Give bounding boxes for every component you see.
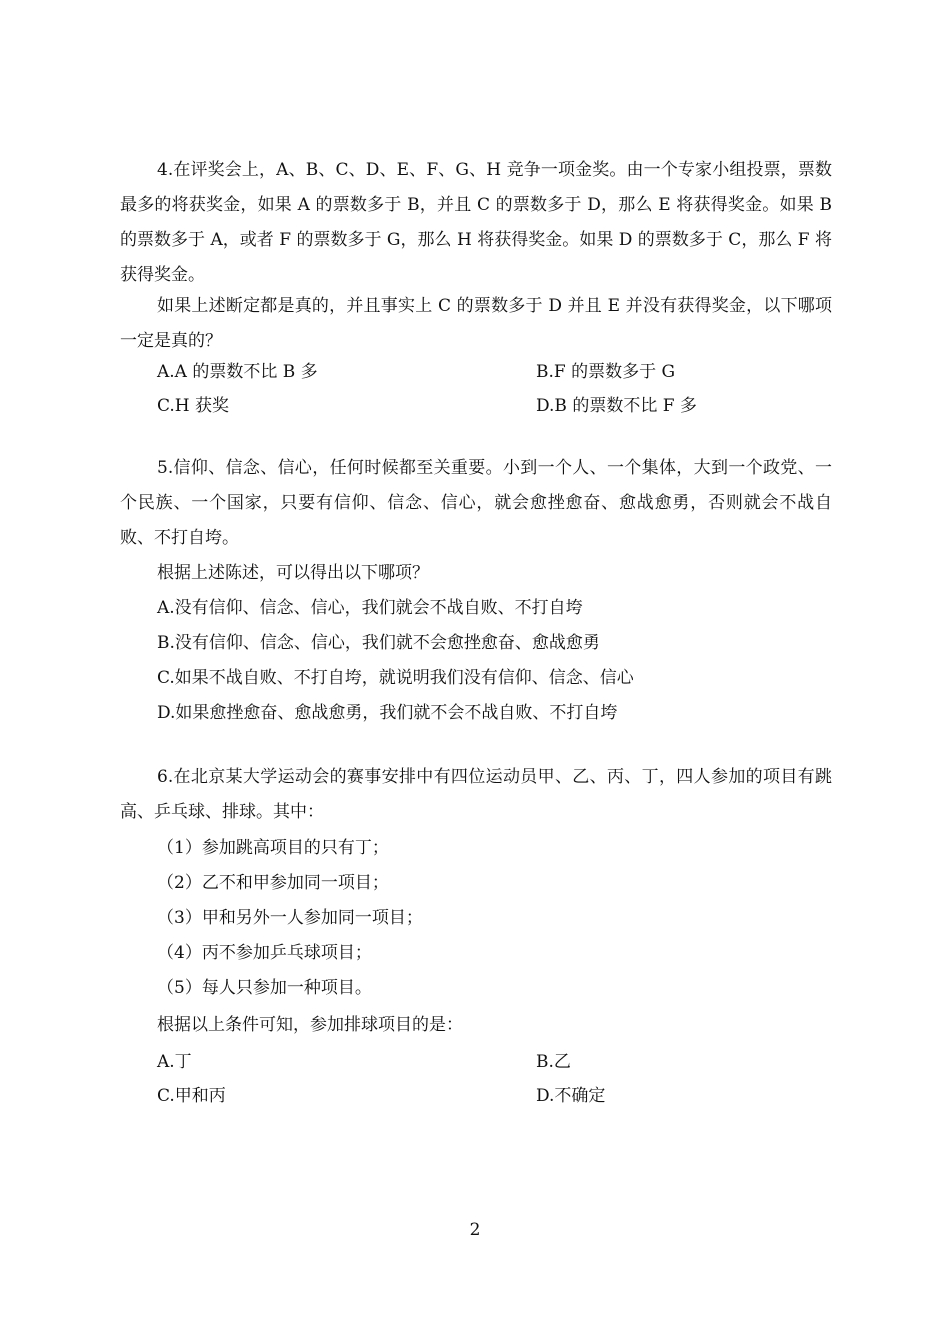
question-6-option-d: D.不确定: [536, 1086, 606, 1106]
question-4-stem: 4.在评奖会上，A、B、C、D、E、F、G、H 竞争一项金奖。由一个专家小组投票，票数最多的将获奖金，如果 A 的票数多于 B，并且 C 的票数多于 D，那么 E 将获得奖金。如果 B 的票数多于 A，或者 F 的票数多于 G，那么 H 将获得奖金。如果 D 的票数多于 C，那么 F 将获得奖金。: [120, 160, 832, 285]
question-5-prompt: 根据上述陈述，可以得出以下哪项？: [157, 563, 429, 583]
question-5-option-a: A.没有信仰、信念、信心，我们就会不战自败、不打自垮: [157, 598, 583, 618]
question-4-option-b: B.F 的票数多于 G: [536, 362, 676, 382]
question-6-condition-2: （2）乙不和甲参加同一项目；: [157, 873, 389, 893]
question-6-option-c: C.甲和丙: [157, 1086, 226, 1106]
question-6-condition-5: （5）每人只参加一种项目。: [157, 978, 372, 998]
question-6-stem: 6.在北京某大学运动会的赛事安排中有四位运动员甲、乙、丙、丁，四人参加的项目有跳高、乒乓球、排球。其中：: [120, 767, 832, 822]
page-number: 2: [469, 1220, 481, 1240]
question-6-condition-1: （1）参加跳高项目的只有丁；: [157, 838, 389, 858]
question-6-prompt: 根据以上条件可知，参加排球项目的是：: [157, 1015, 463, 1035]
question-6-condition-4: （4）丙不参加乒乓球项目；: [157, 943, 372, 963]
question-4-option-d: D.B 的票数不比 F 多: [536, 396, 697, 416]
question-5-option-d: D.如果愈挫愈奋、愈战愈勇，我们就不会不战自败、不打自垮: [157, 703, 618, 723]
question-6-option-b: B.乙: [536, 1052, 571, 1072]
question-6-option-a: A.丁: [157, 1052, 192, 1072]
question-5-option-b: B.没有信仰、信念、信心，我们就不会愈挫愈奋、愈战愈勇: [157, 633, 600, 653]
question-4-option-a: A.A 的票数不比 B 多: [157, 362, 318, 382]
question-6-condition-3: （3）甲和另外一人参加同一项目；: [157, 908, 423, 928]
question-5-stem: 5.信仰、信念、信心，任何时候都至关重要。小到一个人、一个集体，大到一个政党、一个民族、一个国家，只要有信仰、信念、信心，就会愈挫愈奋、愈战愈勇，否则就会不战自败、不打自垮。: [120, 458, 832, 548]
question-4-option-c: C.H 获奖: [157, 396, 230, 416]
question-5-option-c: C.如果不战自败、不打自垮，就说明我们没有信仰、信念、信心: [157, 668, 634, 688]
question-4-prompt: 如果上述断定都是真的，并且事实上 C 的票数多于 D 并且 E 并没有获得奖金，以下哪项一定是真的？: [120, 296, 832, 351]
